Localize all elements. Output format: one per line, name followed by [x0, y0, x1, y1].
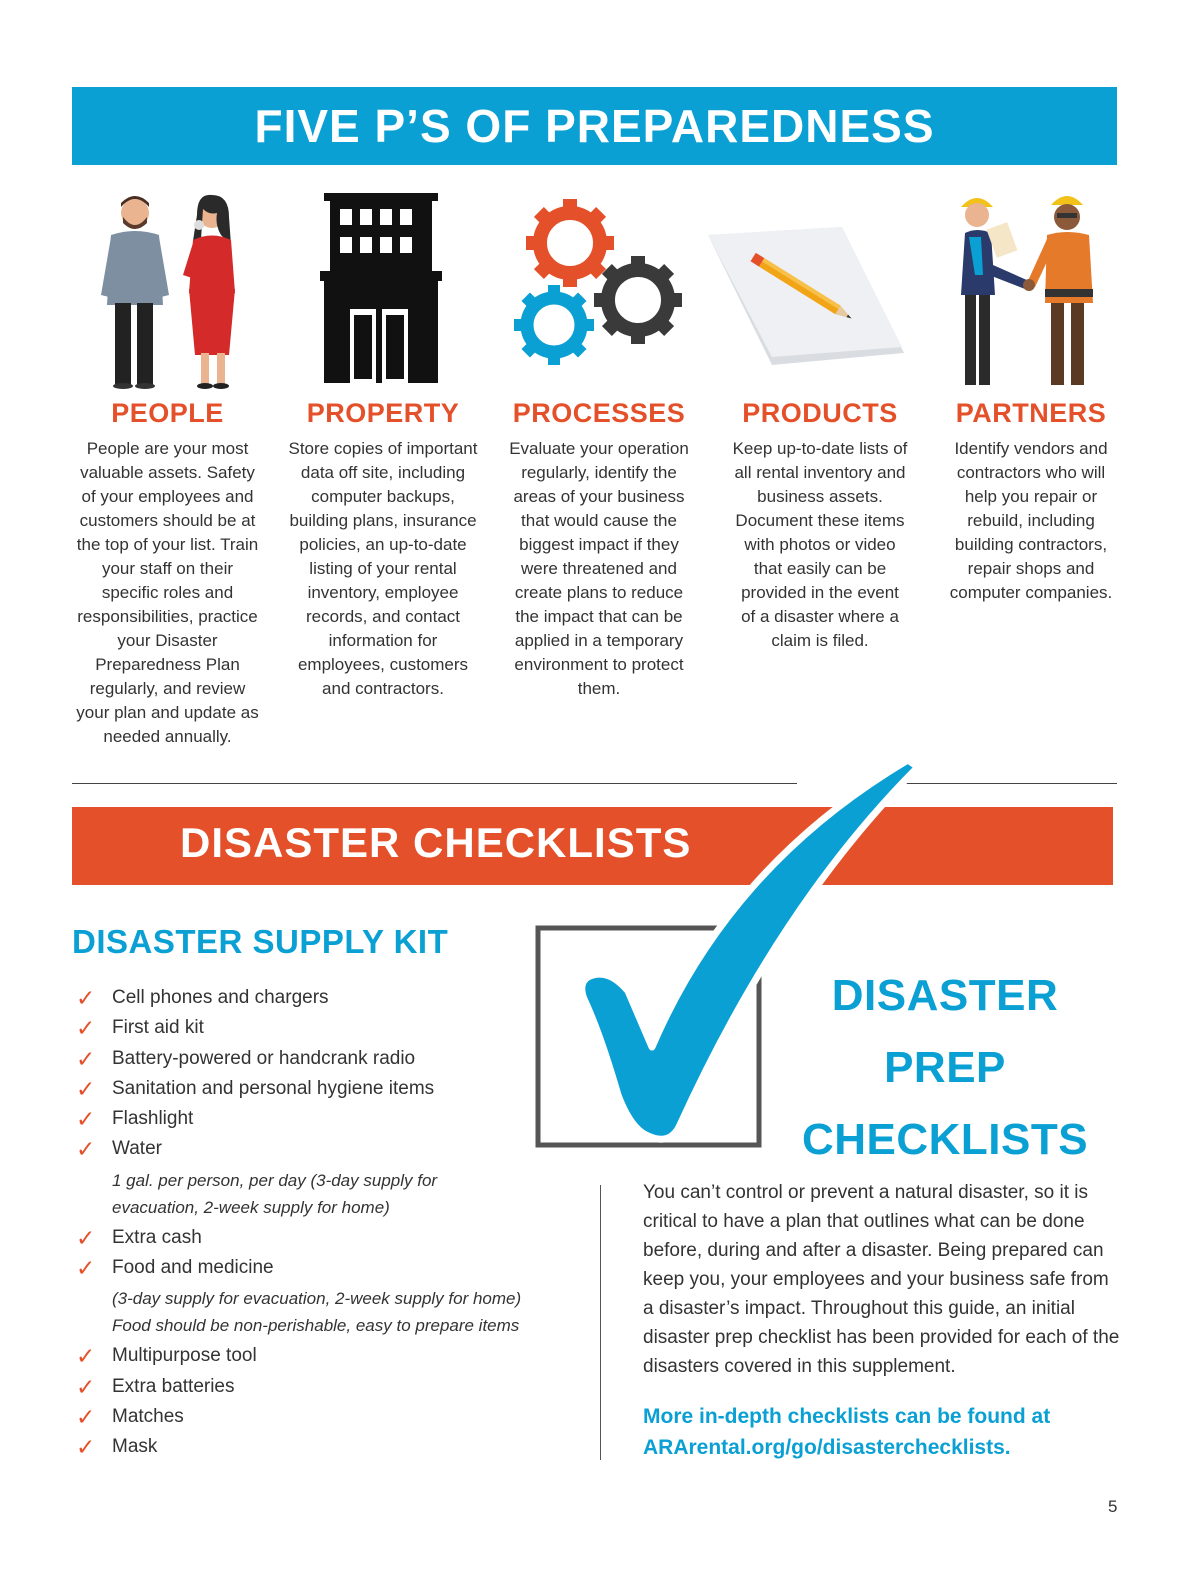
supply-kit-item-label: First aid kit: [112, 1017, 204, 1039]
five-p-products: [732, 398, 908, 653]
checkmark-icon: ✓: [76, 985, 96, 1011]
five-p-text: Evaluate your operation regularly, identify the areas of your business that would cause the biggest impact if they were threatened and create plans to reduce the impact that can be applied in a temporary environment to protect them.: [509, 439, 689, 698]
supply-kit-item: [72, 1372, 592, 1402]
supply-kit-note-line: (3-day supply for evacuation, 2-week supply for home): [112, 1289, 522, 1309]
supply-kit-item: [72, 1013, 592, 1043]
five-ps-banner: [72, 87, 1117, 165]
supply-kit-item: [72, 1044, 592, 1074]
supply-kit-item-label: Water: [112, 1138, 162, 1160]
supply-kit-item-label: Food and medicine: [112, 1257, 274, 1279]
five-p-heading: PEOPLE: [111, 398, 224, 428]
supply-kit-list: [72, 983, 592, 1463]
five-p-heading: PROCESSES: [512, 398, 686, 428]
supply-kit-item-label: Cell phones and chargers: [112, 987, 329, 1008]
five-p-text: Keep up-to-date lists of all rental inventory and business assets. Document these items with photos or video that easily can be provided in the event of a disaster where a claim is filed.: [732, 439, 908, 650]
more-checklists-link[interactable]: [643, 1401, 1123, 1463]
supply-kit-item-label: Sanitation and personal hygiene items: [112, 1077, 435, 1099]
five-ps-title: FIVE P’S OF PREPAREDNESS: [254, 100, 935, 152]
five-p-text: Store copies of important data off site, including computer backups, building plans, insurance policies, an up-to-date listing of your rental inventory, employee records, and contact information for employees, customers and contractors.: [288, 439, 478, 698]
supply-kit-item: [72, 1074, 592, 1104]
supply-kit-item: [72, 1432, 592, 1462]
supply-kit-item: [72, 1134, 592, 1164]
supply-kit-note-line: 1 gal. per person, per day (3-day supply for: [112, 1170, 438, 1190]
checkmark-icon: ✓: [76, 1255, 96, 1282]
supply-kit-item: [72, 1253, 592, 1283]
supply-kit-item: [72, 1223, 592, 1253]
supply-kit-item-label: Extra cash: [112, 1226, 202, 1248]
supply-kit-item-label: Battery-powered or handcrank radio: [112, 1047, 416, 1069]
people-icon: [97, 185, 247, 390]
supply-kit-item: [72, 1104, 592, 1134]
five-p-text: Identify vendors and contractors who will help you repair or rebuild, including building contractors, repair shops and computer companies.: [949, 439, 1113, 602]
checkmark-icon: ✓: [76, 1075, 96, 1102]
supply-kit-note: [72, 1283, 592, 1341]
five-ps-icons: [72, 185, 1117, 390]
supply-kit-item-label: Flashlight: [112, 1108, 194, 1130]
checkmark-icon: ✓: [76, 1045, 96, 1072]
checkmark-icon: ✓: [76, 1015, 96, 1042]
prep-title-line: DISASTER: [831, 971, 1059, 1020]
checkmark-icon: ✓: [76, 1224, 96, 1251]
five-p-heading: PROPERTY: [306, 398, 460, 428]
checkmark-icon: ✓: [76, 1136, 96, 1163]
supply-kit-item-label: Matches: [112, 1405, 184, 1427]
more-url[interactable]: ARArental.org/go/disasterchecklists.: [643, 1436, 1011, 1459]
five-p-partners: [943, 398, 1119, 605]
five-p-people: [60, 398, 275, 749]
supply-kit-item: [72, 983, 592, 1013]
supply-kit-item: [72, 1402, 592, 1432]
supply-kit-note-line: evacuation, 2-week supply for home): [112, 1197, 390, 1217]
five-p-property: [288, 398, 478, 701]
prep-checklists-title: [790, 960, 1100, 1176]
page-number: 5: [1108, 1497, 1118, 1516]
disaster-checklists-title: DISASTER CHECKLISTS: [180, 819, 692, 866]
intro-paragraph: You can’t control or prevent a natural disaster, so it is critical to have a plan that outlines what can be done before, during and after a disaster. Being prepared can keep you, your employees and your business safe from a disaster’s impact. Throughout this guide, an initial disaster prep checklist has been provided for each of the disasters covered in this supplement.: [643, 1182, 1120, 1377]
checkmark-icon: ✓: [76, 1403, 96, 1430]
supply-kit-item-label: Extra batteries: [112, 1375, 235, 1397]
supply-kit-item-label: Multipurpose tool: [112, 1345, 257, 1367]
prep-title-line: PREP: [884, 1043, 1006, 1092]
supply-kit-item-label: Mask: [112, 1436, 158, 1458]
supply-kit-item: [72, 1341, 592, 1371]
supply-kit-title: DISASTER SUPPLY KIT: [72, 923, 449, 960]
gears-icon: [512, 185, 687, 390]
checkmark-icon: ✓: [76, 1373, 96, 1400]
five-p-text: People are your most valuable assets. Safety of your employees and customers should be at the top of your list. Train your staff on their specific roles and responsibilities, practice your Disaster Preparedness Plan regularly, and review your plan and update as needed annually.: [76, 439, 259, 746]
prep-title-line: CHECKLISTS: [801, 1115, 1089, 1164]
checkmark-icon: ✓: [76, 1343, 96, 1370]
five-p-heading: PARTNERS: [955, 398, 1107, 428]
building-icon: [320, 185, 445, 390]
five-p-processes: [504, 398, 694, 701]
supply-kit-note-line: Food should be non-perishable, easy to prepare items: [112, 1316, 520, 1336]
supply-kit-note: [72, 1165, 592, 1223]
checkmark-icon: ✓: [76, 1106, 96, 1133]
five-p-heading: PRODUCTS: [742, 398, 898, 428]
more-line: More in-depth checklists can be found at: [643, 1405, 1051, 1428]
checkmark-icon: ✓: [76, 1434, 96, 1461]
contractors-handshake-icon: [957, 185, 1107, 390]
pencil-paper-icon: [702, 185, 907, 390]
column-divider: [600, 1185, 601, 1460]
